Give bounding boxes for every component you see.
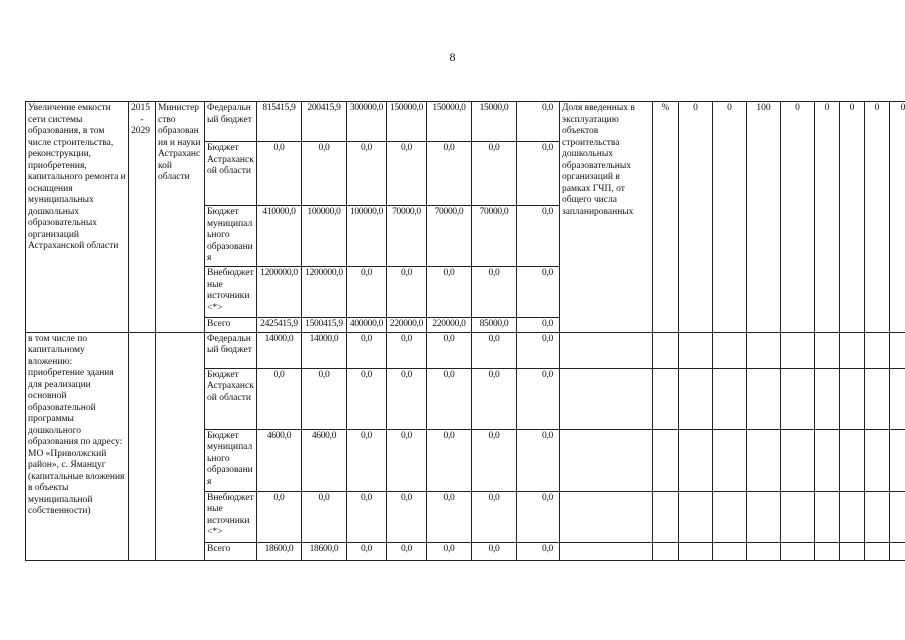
- indicator-value: 0: [713, 102, 747, 333]
- indicator-value: 0: [865, 102, 890, 333]
- empty-cell: [747, 542, 781, 560]
- value-cell: 0,0: [472, 368, 517, 429]
- funding-source: Бюджет муниципального образования: [205, 206, 257, 267]
- empty-cell: [653, 491, 679, 542]
- indicator-value: 0: [890, 102, 905, 333]
- empty-cell: [840, 368, 865, 429]
- page-number: 8: [449, 50, 456, 64]
- empty-cell: [653, 368, 679, 429]
- empty-cell: [781, 491, 815, 542]
- empty-cell: [747, 368, 781, 429]
- value-cell: 0,0: [427, 542, 472, 560]
- value-cell: 0,0: [472, 429, 517, 491]
- value-cell: 0,0: [517, 542, 560, 560]
- value-cell: 0,0: [302, 491, 347, 542]
- value-cell: 0,0: [427, 491, 472, 542]
- funding-source: Внебюджетные источники <*>: [205, 491, 257, 542]
- value-cell: 70000,0: [472, 206, 517, 267]
- value-cell: 0,0: [427, 332, 472, 368]
- value-cell: 0,0: [387, 491, 427, 542]
- indicator-value: 0: [679, 102, 713, 333]
- value-cell: 0,0: [257, 368, 302, 429]
- funding-source: Всего: [205, 542, 257, 560]
- value-cell: 18600,0: [302, 542, 347, 560]
- year-dash: -: [140, 114, 144, 125]
- value-cell: 0,0: [472, 491, 517, 542]
- funding-source: Бюджет муниципального образования: [205, 429, 257, 491]
- value-cell: 400000,0: [347, 318, 387, 333]
- value-cell: 0,0: [347, 542, 387, 560]
- value-cell: 220000,0: [387, 318, 427, 333]
- funding-source: Всего: [205, 318, 257, 333]
- empty-cell: [840, 429, 865, 491]
- table-row: [26, 332, 905, 368]
- empty-cell: [747, 429, 781, 491]
- empty-cell: [713, 368, 747, 429]
- measure-name: в том числе по капитальному вложению: приобретение здания для реализации основной образовательной программы дошкольного образования по адресу: МО «Приволжский район», с. Яманцуг (капитальные вложения в объекты муниципальной собственности): [26, 332, 129, 560]
- funding-source: Бюджет Астраханской области: [205, 142, 257, 206]
- value-cell: 100000,0: [302, 206, 347, 267]
- value-cell: 0,0: [472, 542, 517, 560]
- value-cell: 0,0: [347, 491, 387, 542]
- empty-cell: [840, 542, 865, 560]
- empty-cell: [865, 368, 890, 429]
- value-cell: 150000,0: [387, 102, 427, 142]
- empty-cell: [653, 429, 679, 491]
- value-cell: 0,0: [517, 332, 560, 368]
- value-cell: 0,0: [517, 491, 560, 542]
- value-cell: 4600,0: [302, 429, 347, 491]
- empty-cell: [560, 491, 653, 542]
- empty-cell: [679, 368, 713, 429]
- value-cell: 0,0: [517, 142, 560, 206]
- empty-cell: [560, 542, 653, 560]
- table-row: [26, 102, 905, 142]
- empty-cell: [840, 491, 865, 542]
- value-cell: 0,0: [472, 142, 517, 206]
- value-cell: 815415,9: [257, 102, 302, 142]
- empty-cell: [781, 542, 815, 560]
- value-cell: 15000,0: [472, 102, 517, 142]
- value-cell: 0,0: [472, 267, 517, 318]
- value-cell: 1500415,9: [302, 318, 347, 333]
- value-cell: 0,0: [302, 142, 347, 206]
- empty-cell: [679, 542, 713, 560]
- empty-cell: [560, 368, 653, 429]
- indicator-name: Доля введенных в эксплуатацию объектов строительства дошкольных образовательных организаций в рамках ГЧП, от общего числа запланированных: [560, 102, 653, 333]
- empty-cell: [890, 332, 905, 368]
- empty-cell: [679, 332, 713, 368]
- empty-cell: [713, 429, 747, 491]
- empty-cell: [865, 429, 890, 491]
- value-cell: 0,0: [347, 429, 387, 491]
- value-cell: 70000,0: [387, 206, 427, 267]
- value-cell: 0,0: [257, 142, 302, 206]
- program-table: [25, 101, 905, 561]
- value-cell: 2425415,9: [257, 318, 302, 333]
- indicator-value: 0: [840, 102, 865, 333]
- empty-cell: [890, 542, 905, 560]
- empty-cell: [560, 332, 653, 368]
- empty-cell: [781, 429, 815, 491]
- indicator-unit: %: [653, 102, 679, 333]
- value-cell: 150000,0: [427, 102, 472, 142]
- value-cell: 0,0: [387, 429, 427, 491]
- empty-cell: [815, 542, 840, 560]
- value-cell: 0,0: [302, 368, 347, 429]
- empty-cell: [890, 429, 905, 491]
- empty-cell: [815, 332, 840, 368]
- value-cell: 0,0: [427, 267, 472, 318]
- empty-cell: [890, 368, 905, 429]
- value-cell: 410000,0: [257, 206, 302, 267]
- funding-source: Федеральный бюджет: [205, 102, 257, 142]
- value-cell: 14000,0: [257, 332, 302, 368]
- empty-cell: [747, 332, 781, 368]
- value-cell: 0,0: [517, 267, 560, 318]
- value-cell: 0,0: [517, 368, 560, 429]
- empty-cell: [679, 429, 713, 491]
- empty-cell: [781, 332, 815, 368]
- value-cell: 100000,0: [347, 206, 387, 267]
- value-cell: 0,0: [517, 429, 560, 491]
- value-cell: 0,0: [387, 332, 427, 368]
- indicator-value: 0: [781, 102, 815, 333]
- empty-cell: [815, 429, 840, 491]
- value-cell: 1200000,0: [302, 267, 347, 318]
- value-cell: 70000,0: [427, 206, 472, 267]
- value-cell: 0,0: [347, 332, 387, 368]
- empty-cell: [679, 491, 713, 542]
- year-start: 2015: [131, 103, 150, 113]
- value-cell: 0,0: [387, 142, 427, 206]
- empty-cell: [747, 491, 781, 542]
- empty-cell: [840, 332, 865, 368]
- value-cell: 200415,9: [302, 102, 347, 142]
- empty-cell: [865, 542, 890, 560]
- value-cell: 0,0: [387, 368, 427, 429]
- value-cell: 0,0: [257, 491, 302, 542]
- empty-cell: [653, 542, 679, 560]
- value-cell: 18600,0: [257, 542, 302, 560]
- measure-name: Увеличение емкости сети системы образования, в том числе строительства, реконструкции, приобретения, капитального ремонта и оснащения муниципальных дошкольных образовательных организаций Астраханской области: [26, 102, 129, 333]
- empty-cell: [865, 491, 890, 542]
- value-cell: 0,0: [472, 332, 517, 368]
- value-cell: 4600,0: [257, 429, 302, 491]
- year-end: 2029: [131, 126, 150, 136]
- executor: Министерство образования и науки Астраханской области: [156, 102, 205, 333]
- value-cell: 0,0: [517, 102, 560, 142]
- value-cell: 0,0: [427, 429, 472, 491]
- value-cell: 220000,0: [427, 318, 472, 333]
- value-cell: 85000,0: [472, 318, 517, 333]
- empty-cell: [560, 429, 653, 491]
- value-cell: 0,0: [347, 267, 387, 318]
- period-cell: [129, 102, 156, 333]
- value-cell: 1200000,0: [257, 267, 302, 318]
- empty-cell: [865, 332, 890, 368]
- empty-cell: [129, 332, 156, 560]
- indicator-value: 100: [747, 102, 781, 333]
- empty-cell: [713, 491, 747, 542]
- value-cell: 0,0: [427, 368, 472, 429]
- empty-cell: [890, 491, 905, 542]
- empty-cell: [713, 332, 747, 368]
- value-cell: 0,0: [387, 267, 427, 318]
- value-cell: 0,0: [517, 206, 560, 267]
- indicator-value: 0: [815, 102, 840, 333]
- empty-cell: [156, 332, 205, 560]
- value-cell: 0,0: [347, 368, 387, 429]
- value-cell: 0,0: [427, 142, 472, 206]
- empty-cell: [815, 368, 840, 429]
- empty-cell: [781, 368, 815, 429]
- value-cell: 300000,0: [347, 102, 387, 142]
- value-cell: 0,0: [517, 318, 560, 333]
- empty-cell: [713, 542, 747, 560]
- funding-source: Бюджет Астраханской области: [205, 368, 257, 429]
- funding-source: Федеральный бюджет: [205, 332, 257, 368]
- value-cell: 0,0: [387, 542, 427, 560]
- value-cell: 0,0: [347, 142, 387, 206]
- empty-cell: [815, 491, 840, 542]
- value-cell: 14000,0: [302, 332, 347, 368]
- funding-source: Внебюджетные источники <*>: [205, 267, 257, 318]
- empty-cell: [653, 332, 679, 368]
